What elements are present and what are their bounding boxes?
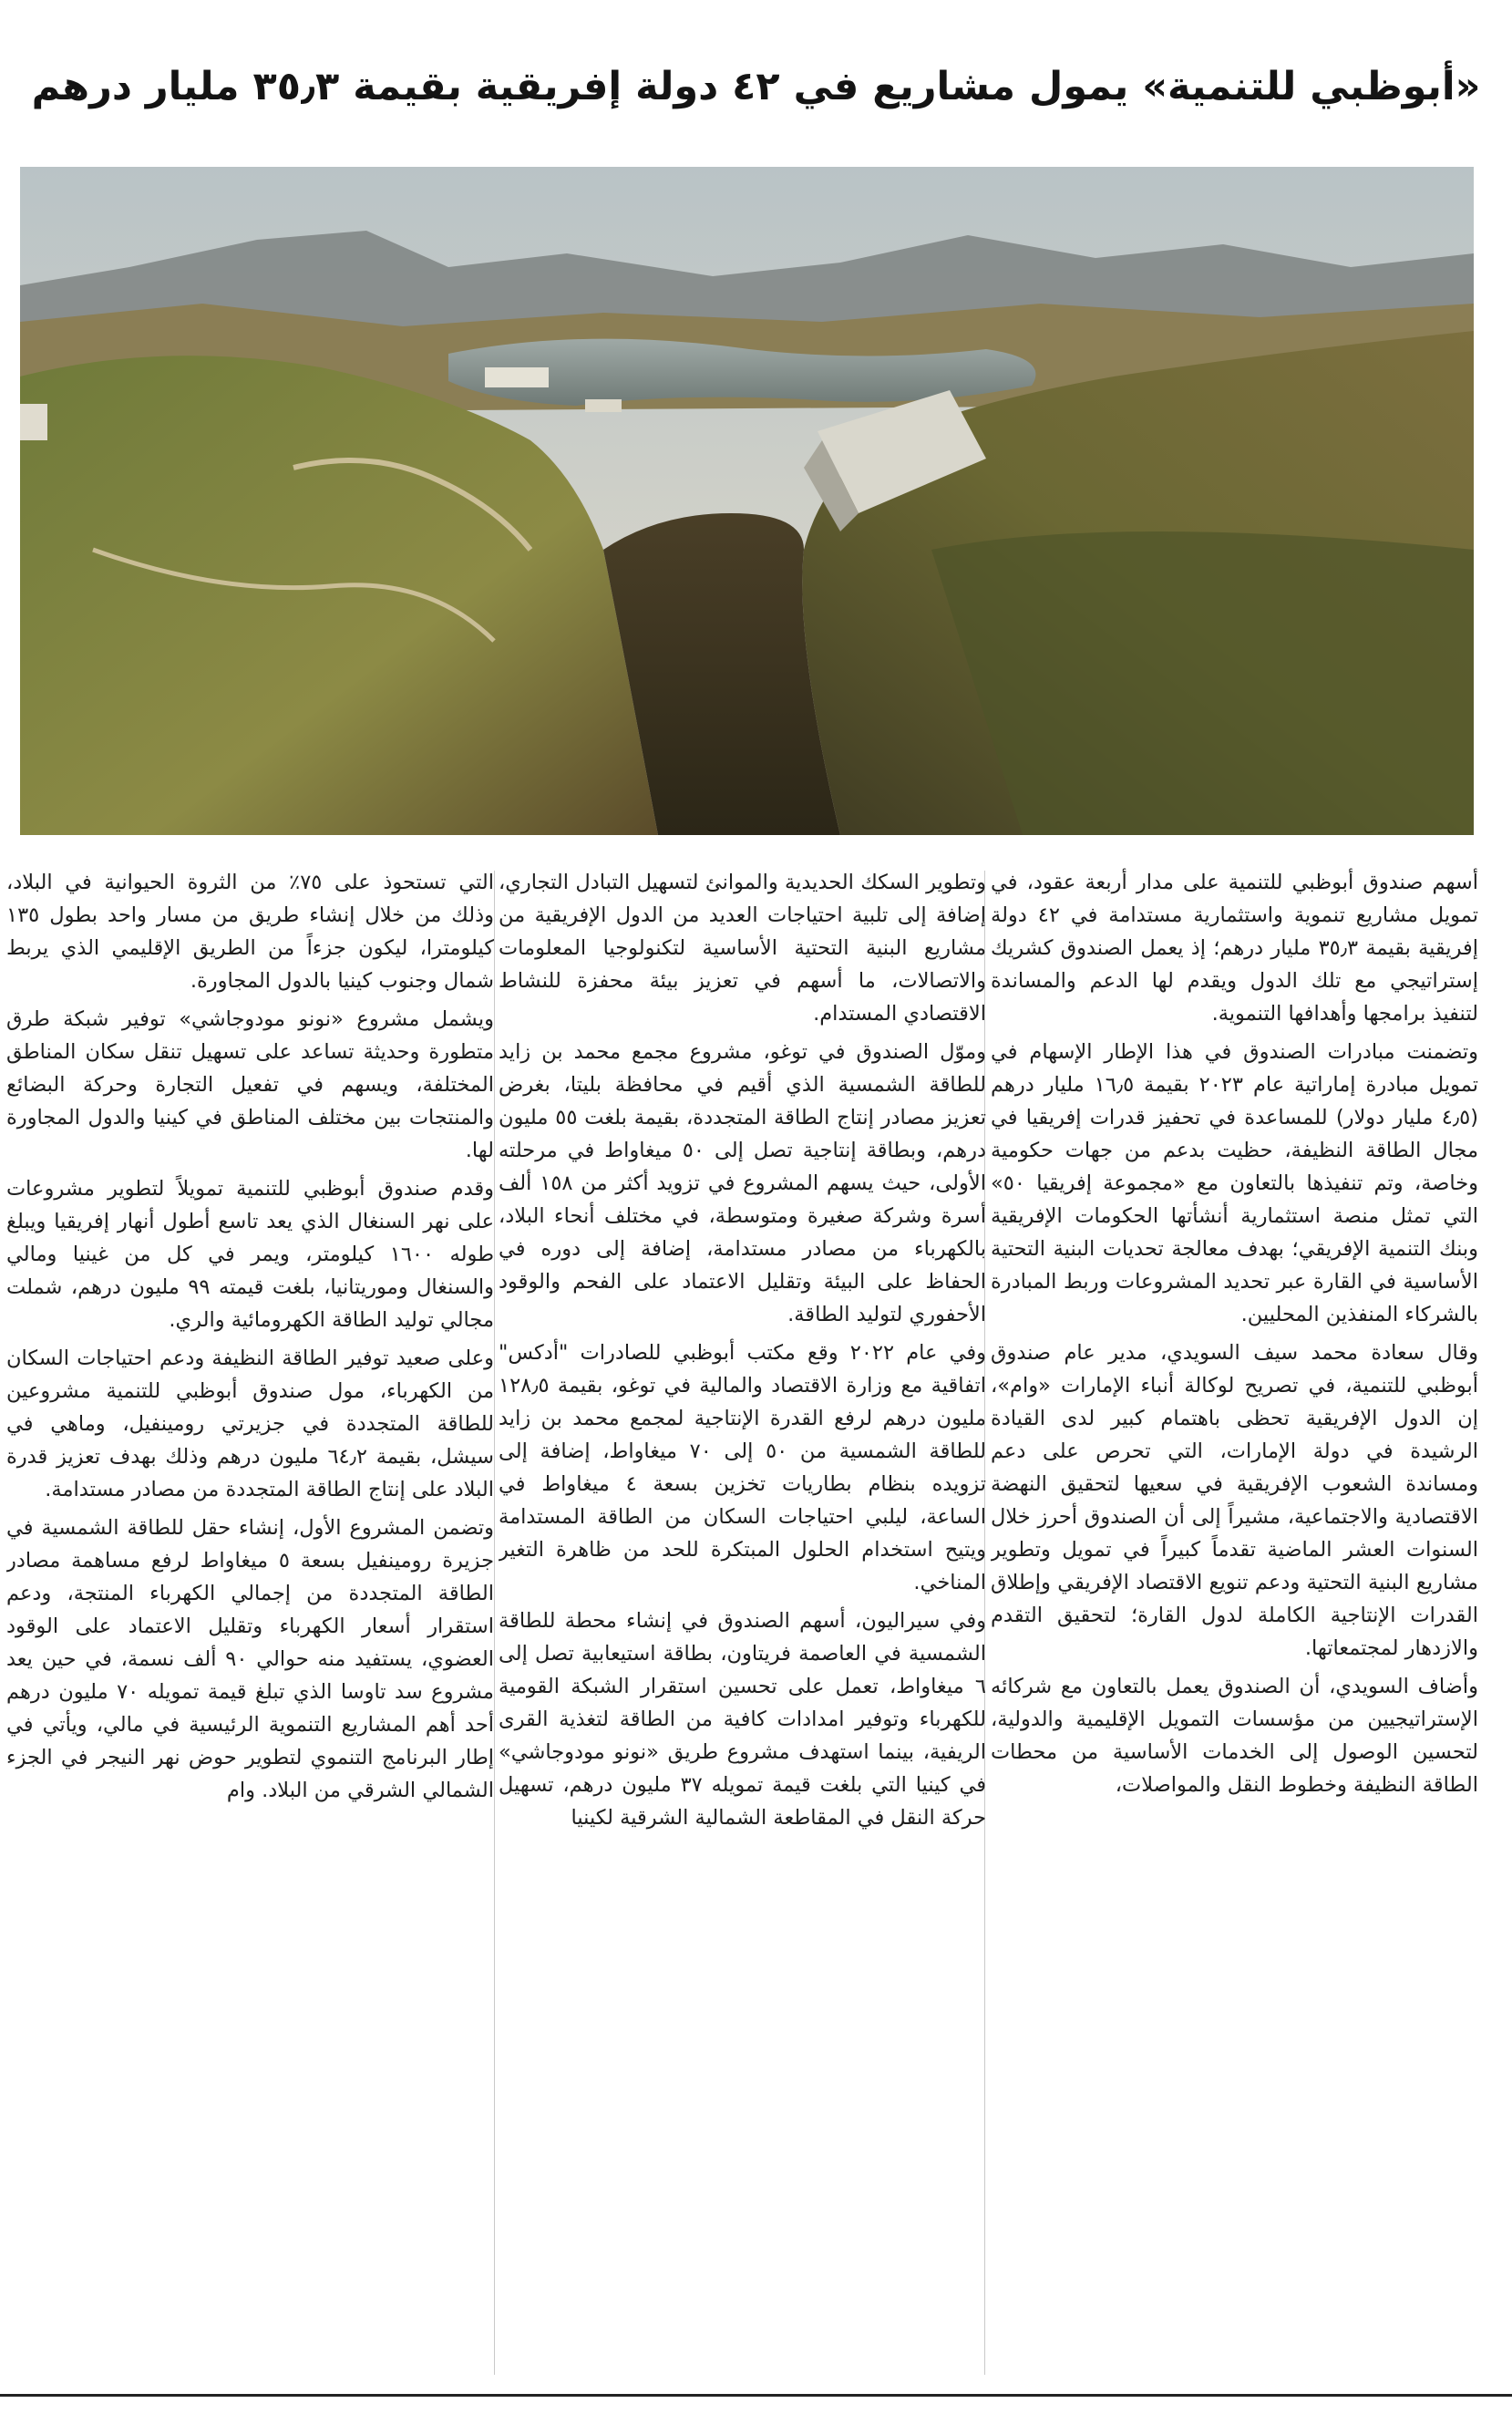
bottom-rule (0, 2394, 1512, 2397)
dam-landscape-photo (20, 167, 1474, 835)
article-column-middle (499, 866, 986, 2379)
article-column-right (991, 866, 1478, 2379)
paragraph: ويشمل مشروع «نونو مودوجاشي» توفير شبكة طرق متطورة وحديثة تساعد على تسهيل تنقل سكان المناطق المختلفة، ويسهم في تفعيل التجارة وحركة البضائع والمنتجات بين مختلف المناطق في كينيا والدول المجاورة لها. (6, 1007, 494, 1162)
paragraph: وتضمنت مبادرات الصندوق في هذا الإطار الإسهام في تمويل مبادرة إماراتية عام ٢٠٢٣ بقيمة ١٦٫٥ مليار درهم (٤٫٥ مليار دولار) للمساعدة في تحفيز قدرات إفريقيا في مجال الطاقة النظيفة، حظيت بدعم من جهات حكومية وخاصة، وتم تنفيذها بالتعاون مع «مجموعة إفريقيا ٥٠» التي تمثل منصة استثمارية أنشأتها الحكومات الإفريقية وبنك التنمية الإفريقي؛ بهدف معالجة تحديات البنية التحتية الأساسية في القارة عبر تحديد المشروعات وربط المبادرة بالشركاء المنفذين المحليين. (991, 1040, 1478, 1326)
paragraph: وعلى صعيد توفير الطاقة النظيفة ودعم احتياجات السكان من الكهرباء، مول صندوق أبوظبي للتنمية مشروعين للطاقة المتجددة في جزيرتي رومينفيل، وماهي في سيشل، بقيمة ٦٤٫٢ مليون درهم وذلك بهدف تعزيز قدرة البلاد على إنتاج الطاقة المتجددة من مصادر مستدامة. (6, 1346, 494, 1501)
paragraph: وتضمن المشروع الأول، إنشاء حقل للطاقة الشمسية في جزيرة رومينفيل بسعة ٥ ميغاواط لرفع مساهمة مصادر الطاقة المتجددة من إجمالي الكهرباء المنتجة، ودعم استقرار أسعار الكهرباء وتقليل الاعتماد على الوقود العضوي، يستفيد منه حوالي ٩٠ ألف نسمة، في حين يعد مشروع سد تاوسا الذي تبلغ قيمة تمويله ٧٠ مليون درهم أحد أهم المشاريع التنموية الرئيسية في مالي، ويأتي في إطار البرنامج التنموي لتطوير حوض نهر النيجر في الجزء الشمالي الشرقي من البلاد. وام (6, 1516, 494, 1802)
paragraph: أسهم صندوق أبوظبي للتنمية على مدار أربعة عقود، في تمويل مشاريع تنموية واستثمارية مستدامة في ٤٢ دولة إفريقية بقيمة ٣٥٫٣ مليار درهم؛ إذ يعمل الصندوق كشريك إستراتيجي مع تلك الدول ويقدم لها الدعم والمساندة لتنفيذ برامجها وأهدافها التنموية. (991, 871, 1478, 1026)
paragraph: وفي سيراليون، أسهم الصندوق في إنشاء محطة للطاقة الشمسية في العاصمة فريتاون، بطاقة استيعابية تصل إلى ٦ ميغاواط، تعمل على تحسين استقرار الشبكة القومية للكهرباء وتوفير امدادات كافية من الطاقة لتغذية القرى الريفية، بينما استهدف مشروع طريق «نونو مودوجاشي» في كينيا التي بلغت قيمة تمويله ٣٧ مليون درهم، تسهيل حركة النقل في المقاطعة الشمالية الشرقية لكينيا (499, 1609, 986, 1830)
paragraph: التي تستحوذ على ٧٥٪ من الثروة الحيوانية في البلاد، وذلك من خلال إنشاء طريق من مسار واحد بطول ١٣٥ كيلومترا، ليكون جزءاً من الطريق الإقليمي الذي يربط شمال وجنوب كينيا بالدول المجاورة. (6, 871, 494, 993)
photo-illustration (20, 167, 1474, 835)
paragraph: وقال سعادة محمد سيف السويدي، مدير عام صندوق أبوظبي للتنمية، في تصريح لوكالة أنباء الإمارات «وام»، إن الدول الإفريقية تحظى باهتمام كبير لدى القيادة الرشيدة في دولة الإمارات، التي تحرص على دعم ومساندة الشعوب الإفريقية في سعيها لتحقيق النهضة الاقتصادية والاجتماعية، مشيراً إلى أن الصندوق أحرز خلال السنوات العشر الماضية تقدماً كبيراً في تمويل وتطوير مشاريع البنية التحتية ودعم تنويع الاقتصاد الإفريقي وإطلاق القدرات الإنتاجية الكاملة لدول القارة؛ لتحقيق التقدم والازدهار لمجتمعاتها. (991, 1341, 1478, 1660)
column-divider (494, 871, 495, 2375)
paragraph: وقدم صندوق أبوظبي للتنمية تمويلاً لتطوير مشروعات على نهر السنغال الذي يعد تاسع أطول أنهار إفريقيا ويبلغ طوله ١٦٠٠ كيلومتر، ويمر في كل من غينيا ومالي والسنغال وموريتانيا، بلغت قيمته ٩٩ مليون درهم، شملت مجالي توليد الطاقة الكهرومائية والري. (6, 1177, 494, 1332)
article-column-left (6, 866, 494, 2379)
headline: «أبوظبي للتنمية» يمول مشاريع في ٤٢ دولة إفريقية بقيمة ٣٥٫٣ مليار درهم (31, 64, 1481, 109)
paragraph: وفي عام ٢٠٢٢ وقع مكتب أبوظبي للصادرات "أدكس" اتفاقية مع وزارة الاقتصاد والمالية في توغو، بقيمة ١٢٨٫٥ مليون درهم لرفع القدرة الإنتاجية لمجمع محمد بن زايد للطاقة الشمسية من ٥٠ إلى ٧٠ ميغاواط، إضافة إلى تزويده بنظام بطاريات تخزين بسعة ٤ ميغاواط في الساعة، ليلبي احتياجات السكان من الطاقة المستدامة ويتيح استخدام الحلول المبتكرة للحد من ظاهرة التغير المناخي. (499, 1341, 986, 1594)
paragraph: وموّل الصندوق في توغو، مشروع مجمع محمد بن زايد للطاقة الشمسية الذي أقيم في محافظة بليتا، بغرض تعزيز مصادر إنتاج الطاقة المتجددة، بقيمة بلغت ٥٥ مليون درهم، وبطاقة إنتاجية تصل إلى ٥٠ ميغاواط في مرحلته الأولى، حيث يسهم المشروع في تزويد أكثر من ١٥٨ ألف أسرة وشركة صغيرة ومتوسطة، في مختلف أنحاء البلاد، بالكهرباء من مصادر مستدامة، إضافة إلى دوره في الحفاظ على البيئة وتقليل الاعتماد على الفحم والوقود الأحفوري لتوليد الطاقة. (499, 1040, 986, 1326)
paragraph: وتطوير السكك الحديدية والموانئ لتسهيل التبادل التجاري، إضافة إلى تلبية احتياجات العديد من الدول الإفريقية من مشاريع البنية التحتية الأساسية لتكنولوجيا المعلومات والاتصالات، ما أسهم في تعزيز بيئة محفزة للنشاط الاقتصادي المستدام. (499, 871, 986, 1026)
paragraph: وأضاف السويدي، أن الصندوق يعمل بالتعاون مع شركائه الإستراتيجيين من مؤسسات التمويل الإقليمية والدولية، لتحسين الوصول إلى الخدمات الأساسية من محطات الطاقة النظيفة وخطوط النقل والمواصلات، (991, 1675, 1478, 1797)
